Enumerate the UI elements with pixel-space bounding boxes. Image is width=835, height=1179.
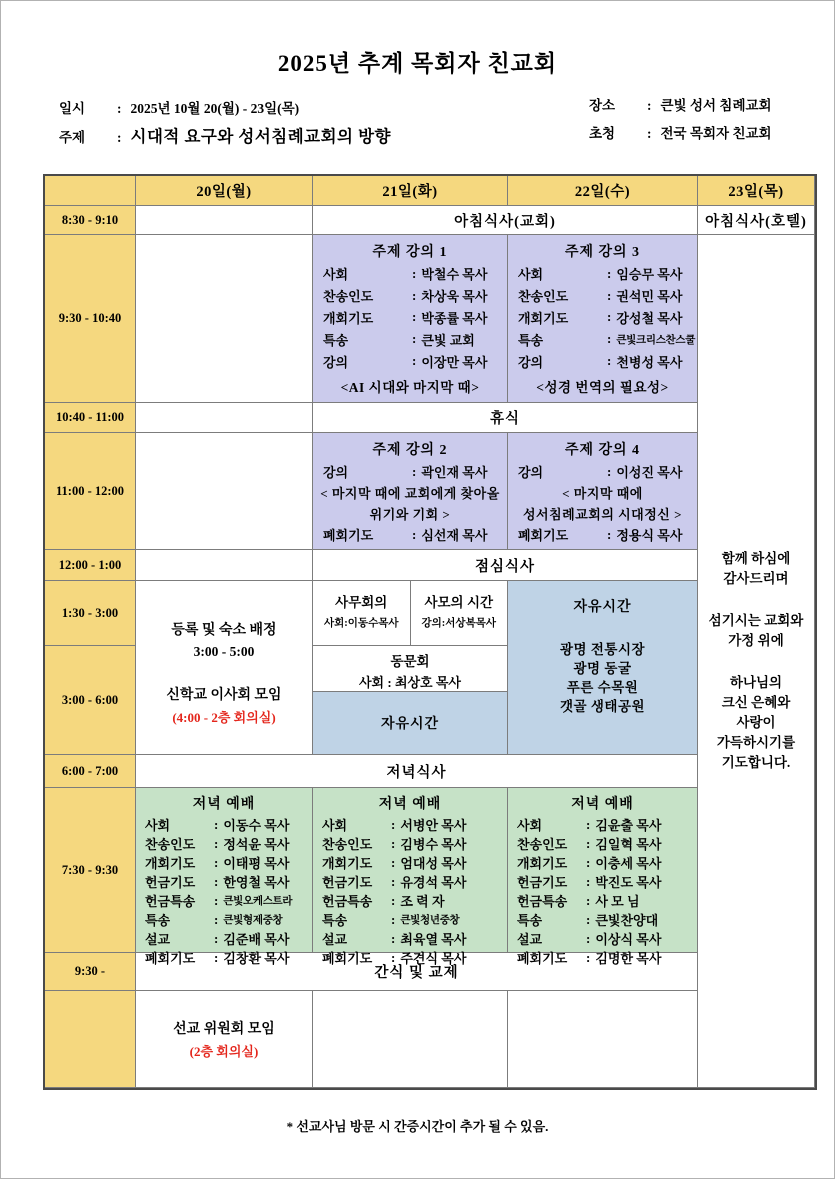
lecture-topic-line: 위기와 기회 >: [369, 507, 451, 522]
program-role: 폐회기도: [323, 528, 374, 543]
meta-theme-value: 시대적 요구와 성서침례교회의 방향: [130, 127, 391, 146]
colon-separator: :: [586, 911, 591, 927]
colon-separator: :: [214, 873, 219, 889]
colon-separator: :: [214, 930, 219, 946]
program-value: 김창환 목사: [223, 951, 290, 966]
program-line: [508, 328, 697, 350]
program-role: 설교: [517, 932, 543, 947]
message-line: 섬기시는 교회와: [708, 613, 804, 628]
program-value: 김준배 목사: [223, 932, 290, 947]
time-cell: 6:00 - 7:00: [45, 755, 136, 788]
col-header-day20: 20일(월): [136, 176, 313, 206]
program-role: 헌금특송: [322, 894, 373, 909]
breakfast-church-cell: 아침식사(교회): [313, 206, 698, 235]
time-cell: 8:30 - 9:10: [45, 206, 136, 235]
program-value: 한영철 목사: [223, 875, 290, 890]
program-line: [508, 910, 697, 929]
program-line: [508, 461, 697, 482]
breakfast-hotel-cell: 아침식사(호텔): [698, 206, 815, 235]
colon-separator: :: [214, 835, 219, 851]
colon-separator: :: [586, 854, 591, 870]
program-value: 이성진 목사: [616, 465, 683, 480]
samo-time-cell: [410, 581, 508, 645]
program-value: 이충세 목사: [595, 856, 662, 871]
program-line: [136, 872, 312, 891]
program-value: 강성철 목사: [616, 310, 683, 326]
colon-separator: :: [412, 287, 417, 303]
message-line: 가정 위에: [728, 633, 784, 648]
message-line: 하나님의: [729, 675, 783, 690]
program-value: 큰빛찬양대: [595, 913, 659, 928]
program-line: [508, 929, 697, 948]
colon-separator: :: [412, 265, 417, 281]
evening-worship-day20: [136, 788, 313, 966]
meta-date-label: 일시: [59, 101, 86, 116]
colon-separator: :: [391, 854, 396, 870]
day21-afternoon-cell: [313, 646, 508, 755]
message-line: 기도합니다.: [721, 755, 791, 770]
empty-cell: [136, 235, 313, 403]
board-meeting-label: 신학교 이사회 모임: [166, 688, 282, 703]
time-cell: 11:00 - 12:00: [45, 433, 136, 550]
program-role: 개회기도: [322, 856, 373, 871]
program-value: 주견식 목사: [400, 951, 467, 966]
colon-separator: :: [391, 873, 396, 889]
meta-theme-label: 주제: [59, 130, 86, 145]
colon-separator: :: [391, 835, 396, 851]
colon-separator: :: [391, 892, 396, 908]
program-role: 설교: [322, 932, 348, 947]
program-line: [136, 891, 312, 910]
office-meeting-sub: 사회:이동수목사: [324, 618, 399, 629]
program-role: 헌금기도: [145, 875, 196, 890]
meta-place-label: 장소: [589, 98, 616, 113]
program-line: [313, 872, 507, 891]
program-line: [508, 285, 697, 307]
registration-label: 등록 및 숙소 배정: [171, 623, 277, 638]
evening-worship-day22: [508, 788, 698, 966]
empty-cell: [313, 991, 508, 1088]
day21-free-time-cell: 자유시간: [313, 692, 507, 754]
colon-separator: :: [586, 816, 591, 832]
program-role: 사회: [145, 818, 171, 833]
program-value: 큰빛오케스트라: [223, 896, 293, 907]
samo-time-label: 사모의 시간: [424, 595, 494, 610]
time-cell: 1:30 - 3:00: [45, 581, 136, 646]
mission-meeting-note: (2층 회의실): [189, 1044, 259, 1059]
day22-free-time-cell: [508, 581, 698, 755]
worship-title: 저녁 예배: [192, 797, 256, 812]
meta-date-value: 2025년 10월 20(월) - 23일(목): [130, 101, 300, 116]
colon-separator: :: [391, 930, 396, 946]
colon-separator: :: [214, 854, 219, 870]
program-value: 정석윤 목사: [223, 837, 290, 852]
lecture-topic: <AI 시대와 마지막 때>: [340, 379, 480, 395]
colon-separator: :: [586, 892, 591, 908]
colon-separator: :: [117, 130, 122, 145]
program-line: [313, 285, 507, 307]
colon-separator: :: [412, 526, 417, 542]
lecture-4-cell: [508, 433, 698, 550]
program-role: 폐회기도: [322, 951, 373, 966]
colon-separator: :: [412, 463, 417, 479]
program-value: 김일혁 목사: [595, 837, 662, 852]
registration-cell: [136, 581, 313, 755]
program-value: 정용식 목사: [616, 528, 683, 543]
program-role: 개회기도: [517, 856, 568, 871]
program-value: 임승무 목사: [616, 267, 683, 283]
colon-separator: :: [607, 265, 612, 281]
message-line: 사랑이: [736, 715, 776, 730]
program-value: 최육열 목사: [400, 932, 467, 947]
colon-separator: :: [117, 101, 122, 116]
office-meeting-label: 사무회의: [335, 595, 388, 610]
meta-place-value: 큰빛 성서 침례교회: [660, 98, 772, 113]
empty-cell: [136, 550, 313, 581]
program-line: [508, 872, 697, 891]
program-line: [313, 263, 507, 285]
board-meeting-note: (4:00 - 2층 회의실): [172, 710, 276, 725]
program-line: [313, 929, 507, 948]
program-role: 사회: [518, 267, 544, 283]
program-line: [508, 834, 697, 853]
colon-separator: :: [391, 911, 396, 927]
program-role: 강의: [518, 465, 544, 480]
program-line: [136, 834, 312, 853]
page-title: 2025년 추계 목회자 친교회: [277, 51, 558, 76]
colon-separator: :: [647, 126, 652, 141]
lunch-cell: 점심식사: [313, 550, 698, 581]
lecture-title: 주제 강의 2: [372, 443, 448, 458]
program-line: [508, 350, 697, 372]
program-value: 김병수 목사: [400, 837, 467, 852]
program-role: 사회: [323, 267, 349, 283]
alumni-sub: 사회 : 최상호 목사: [359, 675, 461, 690]
day21-meetings-cell: [313, 581, 508, 646]
program-line: [313, 524, 507, 545]
program-role: 개회기도: [518, 310, 569, 326]
message-line: 함께 하심에: [721, 551, 791, 566]
program-line: [508, 263, 697, 285]
program-value: 이장만 목사: [421, 354, 488, 370]
time-cell: 3:00 - 6:00: [45, 646, 136, 755]
meta-theme: [59, 123, 391, 147]
program-line: [313, 891, 507, 910]
program-role: 폐회기도: [518, 528, 569, 543]
program-line: [508, 815, 697, 834]
program-value: 서병안 목사: [400, 818, 467, 833]
program-role: 강의: [323, 354, 349, 370]
program-value: 이동수 목사: [223, 818, 290, 833]
colon-separator: :: [214, 911, 219, 927]
meta-place: [589, 94, 772, 114]
time-cell: 9:30 -: [45, 953, 136, 991]
program-role: 헌금기도: [517, 875, 568, 890]
program-role: 특송: [518, 332, 544, 348]
meta-host-value: 전국 목회자 친교회: [660, 126, 772, 141]
program-value: 박철수 목사: [421, 267, 488, 283]
program-line: [136, 815, 312, 834]
program-value: 큰빛형제중창: [223, 915, 283, 926]
program-value: 큰빛크리스찬스쿨: [616, 334, 696, 346]
schedule-table: [43, 174, 817, 1090]
time-cell-empty: [45, 991, 136, 1088]
program-role: 폐회기도: [145, 951, 196, 966]
program-line: [313, 815, 507, 834]
program-role: 설교: [145, 932, 171, 947]
program-role: 찬송인도: [322, 837, 373, 852]
mission-meeting-cell: [136, 991, 313, 1088]
program-value: 김명한 목사: [595, 951, 662, 966]
program-role: 강의: [518, 354, 544, 370]
registration-time: 3:00 - 5:00: [193, 644, 255, 659]
colon-separator: :: [586, 949, 591, 965]
empty-cell: [136, 403, 313, 433]
rest-cell: 휴식: [313, 403, 698, 433]
colon-separator: :: [214, 816, 219, 832]
program-value: 권석민 목사: [616, 289, 683, 305]
colon-separator: :: [607, 287, 612, 303]
place-item: 광명 전통시장: [559, 642, 646, 657]
meta-host-label: 초청: [589, 126, 616, 141]
program-value: 큰빛 교회: [421, 332, 475, 348]
colon-separator: :: [586, 930, 591, 946]
worship-title: 저녁 예배: [571, 797, 634, 812]
program-value: 차상욱 목사: [421, 289, 488, 305]
lecture-topic: <성경 번역의 필요성>: [536, 379, 669, 395]
lecture-title: 주제 강의 4: [564, 443, 641, 458]
alumni-label: 동문회: [390, 654, 430, 669]
program-role: 특송: [145, 913, 171, 928]
colon-separator: :: [586, 835, 591, 851]
program-value: 천병성 목사: [616, 354, 683, 370]
program-role: 찬송인도: [145, 837, 196, 852]
place-item: 광명 동굴: [573, 661, 632, 676]
program-role: 찬송인도: [518, 289, 569, 305]
colon-separator: :: [607, 309, 612, 325]
time-cell: 10:40 - 11:00: [45, 403, 136, 433]
colon-separator: :: [586, 873, 591, 889]
time-cell: 12:00 - 1:00: [45, 550, 136, 581]
lecture-1-cell: [313, 235, 508, 403]
meta-host: [589, 122, 772, 142]
lecture-topic-line: < 마지막 때에 교회에게 찾아올: [320, 486, 500, 501]
col-header-day22: 22일(수): [508, 176, 698, 206]
message-line: 가득하시기를: [716, 735, 796, 750]
program-value: 조 력 자: [400, 894, 445, 909]
lecture-topic-line: < 마지막 때에: [562, 486, 643, 501]
program-value: 김윤출 목사: [595, 818, 662, 833]
worship-title: 저녁 예배: [378, 797, 442, 812]
colon-separator: :: [607, 463, 612, 479]
program-value: 곽인재 목사: [421, 465, 488, 480]
program-role: 사회: [322, 818, 348, 833]
program-role: 사회: [517, 818, 543, 833]
program-value: 큰빛청년중창: [400, 915, 460, 926]
lecture-title: 주제 강의 1: [372, 245, 448, 260]
program-role: 찬송인도: [517, 837, 568, 852]
colon-separator: :: [214, 949, 219, 965]
time-cell: 7:30 - 9:30: [45, 788, 136, 953]
free-time-label: 자유시간: [573, 600, 632, 615]
colon-separator: :: [607, 353, 612, 369]
program-line: [313, 350, 507, 372]
colon-separator: :: [647, 98, 652, 113]
alumni-meeting-cell: [313, 646, 507, 692]
empty-cell: [508, 991, 698, 1088]
program-line: [313, 853, 507, 872]
day23-blessing-message: [698, 235, 815, 1088]
program-line: [136, 910, 312, 929]
program-role: 특송: [322, 913, 348, 928]
program-line: [313, 910, 507, 929]
colon-separator: :: [391, 816, 396, 832]
meta-date: [59, 97, 299, 117]
program-role: 헌금특송: [517, 894, 568, 909]
evening-worship-day21: [313, 788, 508, 966]
lecture-topic-line: 성서침례교회의 시대정신 >: [522, 507, 683, 522]
colon-separator: :: [412, 331, 417, 347]
colon-separator: :: [412, 309, 417, 325]
time-cell: 9:30 - 10:40: [45, 235, 136, 403]
program-value: 이상식 목사: [595, 932, 662, 947]
program-line: [313, 328, 507, 350]
program-line: [136, 929, 312, 948]
program-role: 헌금기도: [322, 875, 373, 890]
place-item: 갯골 생태공원: [559, 699, 646, 714]
lecture-2-cell: [313, 433, 508, 550]
lecture-title: 주제 강의 3: [564, 245, 641, 260]
program-line: [313, 461, 507, 482]
lecture-3-cell: [508, 235, 698, 403]
col-header-day23: 23일(목): [698, 176, 815, 206]
program-line: [508, 853, 697, 872]
excursion-places: [508, 640, 697, 716]
mission-meeting-label: 선교 위원회 모임: [173, 1022, 275, 1037]
program-role: 특송: [517, 913, 543, 928]
program-role: 특송: [323, 332, 349, 348]
program-role: 개회기도: [145, 856, 196, 871]
program-value: 이태평 목사: [223, 856, 290, 871]
program-value: 유경석 목사: [400, 875, 467, 890]
colon-separator: :: [607, 331, 612, 347]
dinner-cell: 저녁식사: [136, 755, 698, 788]
col-header-day21: 21일(화): [313, 176, 508, 206]
program-value: 엄대성 목사: [400, 856, 467, 871]
program-role: 찬송인도: [323, 289, 374, 305]
place-item: 푸른 수목원: [566, 680, 639, 695]
program-role: 폐회기도: [517, 951, 568, 966]
corner-cell: [45, 176, 136, 206]
footnote: * 선교사님 방문 시 간증시간이 추가 될 수 있음.: [286, 1119, 549, 1134]
colon-separator: :: [607, 526, 612, 542]
colon-separator: :: [412, 353, 417, 369]
program-value: 박진도 목사: [595, 875, 662, 890]
program-line: [313, 307, 507, 329]
program-line: [136, 853, 312, 872]
program-line: [508, 307, 697, 329]
samo-time-sub: 강의:서상복목사: [421, 618, 496, 629]
program-role: 헌금특송: [145, 894, 196, 909]
program-value: 박종률 목사: [421, 310, 488, 326]
program-role: 강의: [323, 465, 349, 480]
empty-cell: [136, 206, 313, 235]
program-line: [508, 891, 697, 910]
message-line: 감사드리며: [723, 571, 789, 586]
program-line: [313, 834, 507, 853]
empty-cell: [136, 433, 313, 550]
office-meeting-cell: [313, 581, 410, 645]
colon-separator: :: [391, 949, 396, 965]
message-line: 크신 은혜와: [721, 695, 791, 710]
program-value: 사 모 님: [595, 894, 640, 909]
colon-separator: :: [214, 892, 219, 908]
program-line: [508, 524, 697, 545]
program-role: 개회기도: [323, 310, 374, 326]
program-value: 심선재 목사: [421, 528, 488, 543]
snack-fellowship-cell: 간식 및 교제: [136, 953, 698, 991]
